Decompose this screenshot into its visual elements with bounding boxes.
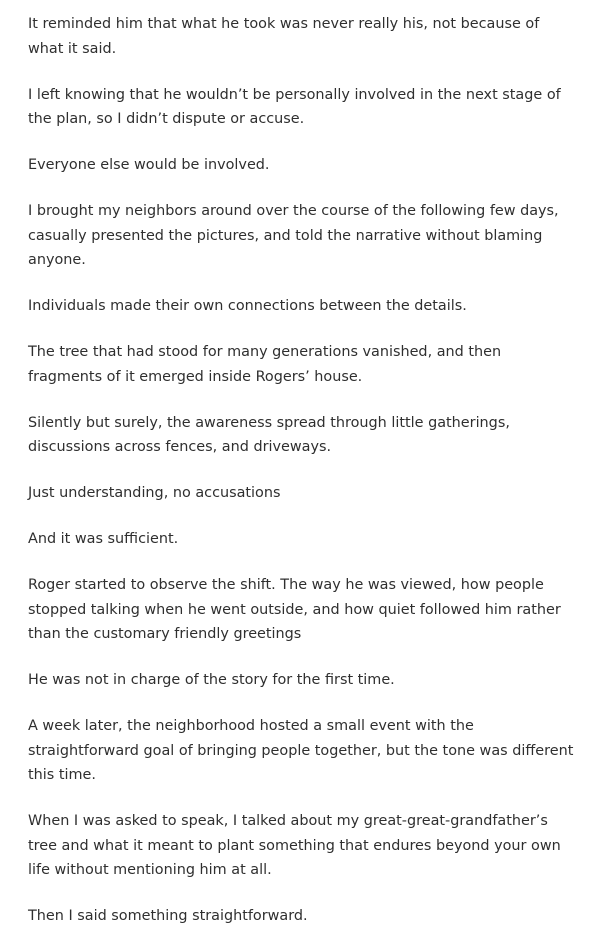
paragraph: Just understanding, no accusations bbox=[28, 485, 281, 501]
paragraph: Everyone else would be involved. bbox=[28, 157, 270, 173]
paragraph: He was not in charge of the story for the first time. bbox=[28, 672, 395, 688]
paragraph: I brought my neighbors around over the course of the following few days, casually presented the pictures, and told the narrative without blaming anyone. bbox=[28, 203, 559, 268]
paragraph: Silently but surely, the awareness spread through little gatherings, discussions across fences, and driveways. bbox=[28, 414, 510, 455]
paragraph: The tree that had stood for many generations vanished, and then fragments of it emerged inside Rogers’ house. bbox=[28, 344, 502, 385]
paragraph: I left knowing that he wouldn’t be personally involved in the next stage of the plan, so I didn’t dispute or accuse. bbox=[28, 86, 561, 127]
article-body bbox=[28, 12, 578, 950]
paragraph: And it was sufficient. bbox=[28, 531, 179, 547]
paragraph: When I was asked to speak, I talked about my great-great-grandfather’s tree and what it meant to plant something that endures beyond your own life without mentioning him at all. bbox=[28, 813, 561, 878]
paragraph: Individuals made their own connections between the details. bbox=[28, 298, 467, 314]
paragraph: Then I said something straightforward. bbox=[28, 908, 308, 924]
paragraph: Roger started to observe the shift. The way he was viewed, how people stopped talking when he went outside, and how quiet followed him rather than the customary friendly greetings bbox=[28, 577, 561, 642]
paragraph: It reminded him that what he took was never really his, not because of what it said. bbox=[28, 16, 540, 57]
paragraph: A week later, the neighborhood hosted a small event with the straightforward goal of bringing people together, but the tone was different this time. bbox=[28, 718, 574, 783]
